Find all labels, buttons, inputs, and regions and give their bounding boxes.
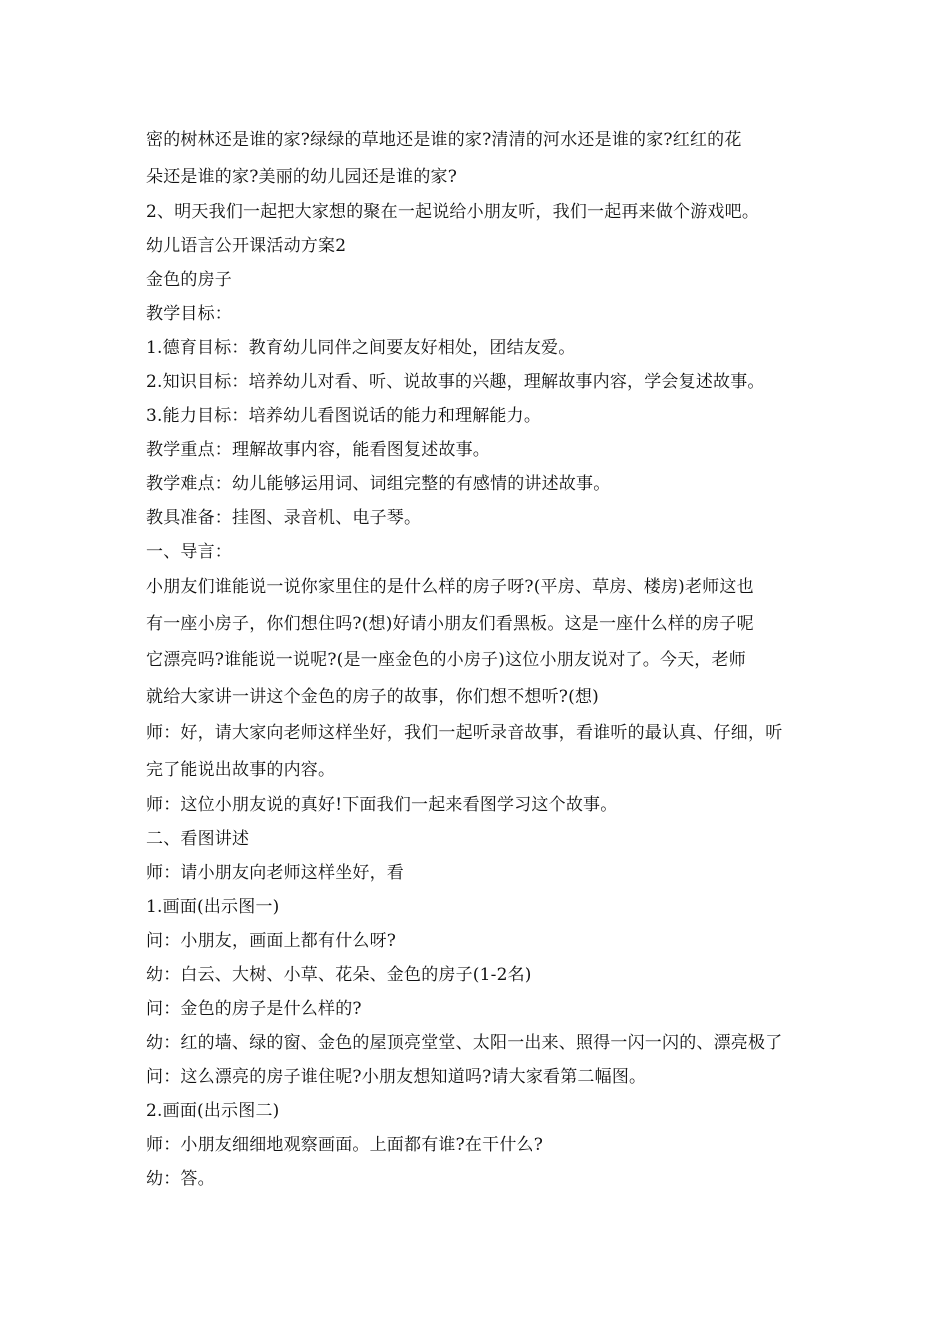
text-line: 二、看图讲述 xyxy=(146,829,250,849)
text-line: 幼：答。 xyxy=(146,1169,215,1189)
text-line: 问：小朋友，画面上都有什么呀? xyxy=(146,931,397,951)
text-line: 幼儿语言公开课活动方案2 xyxy=(146,236,347,256)
text-line: 密的树林还是谁的家?绿绿的草地还是谁的家?清清的河水还是谁的家?红红的花 xyxy=(146,130,742,150)
text-line: 就给大家讲一讲这个金色的房子的故事，你们想不想听?(想) xyxy=(146,686,599,707)
text-line: 幼：白云、大树、小草、花朵、金色的房子(1-2名) xyxy=(146,965,532,985)
text-line: 2、明天我们一起把大家想的聚在一起说给小朋友听，我们一起再来做个游戏吧。 xyxy=(146,202,760,222)
text-line: 3.能力目标：培养幼儿看图说话的能力和理解能力。 xyxy=(146,406,542,426)
document-body xyxy=(146,122,812,1196)
text-line: 它漂亮吗?谁能说一说呢?(是一座金色的小房子)这位小朋友说对了。今天，老师 xyxy=(146,650,746,670)
text-line: 有一座小房子，你们想住吗?(想)好请小朋友们看黑板。这是一座什么样的房子呢 xyxy=(146,613,754,634)
text-line: 师：小朋友细细地观察画面。上面都有谁?在干什么? xyxy=(146,1135,544,1155)
text-line: 师：这位小朋友说的真好!下面我们一起来看图学习这个故事。 xyxy=(146,795,618,815)
text-line: 1.画面(出示图一) xyxy=(146,897,280,917)
text-line: 2.画面(出示图二) xyxy=(146,1101,280,1121)
text-line: 教具准备：挂图、录音机、电子琴。 xyxy=(146,508,422,528)
text-line: 完了能说出故事的内容。 xyxy=(146,759,336,780)
text-line: 教学目标： xyxy=(146,304,232,324)
text-line: 教学难点：幼儿能够运用词、词组完整的有感情的讲述故事。 xyxy=(146,474,611,494)
text-line: 问：这么漂亮的房子谁住呢?小朋友想知道吗?请大家看第二幅图。 xyxy=(146,1067,647,1087)
text-line: 1.德育目标：教育幼儿同伴之间要友好相处，团结友爱。 xyxy=(146,338,576,358)
text-line: 问：金色的房子是什么样的? xyxy=(146,999,362,1019)
text-line: 教学重点：理解故事内容，能看图复述故事。 xyxy=(146,440,490,460)
text-line: 2.知识目标：培养幼儿对看、听、说故事的兴趣，理解故事内容，学会复述故事。 xyxy=(146,372,765,392)
text-line: 师：好，请大家向老师这样坐好，我们一起听录音故事，看谁听的最认真、仔细，听 xyxy=(146,723,783,743)
text-line: 朵还是谁的家?美丽的幼儿园还是谁的家? xyxy=(146,166,458,187)
text-line: 师：请小朋友向老师这样坐好，看 xyxy=(146,863,404,883)
text-line: 一、导言： xyxy=(146,542,232,562)
text-line: 小朋友们谁能说一说你家里住的是什么样的房子呀?(平房、草房、楼房)老师这也 xyxy=(146,577,754,597)
text-line: 幼：红的墙、绿的窗、金色的屋顶亮堂堂、太阳一出来、照得一闪一闪的、漂亮极了 xyxy=(146,1033,783,1053)
text-line: 金色的房子 xyxy=(146,270,232,290)
